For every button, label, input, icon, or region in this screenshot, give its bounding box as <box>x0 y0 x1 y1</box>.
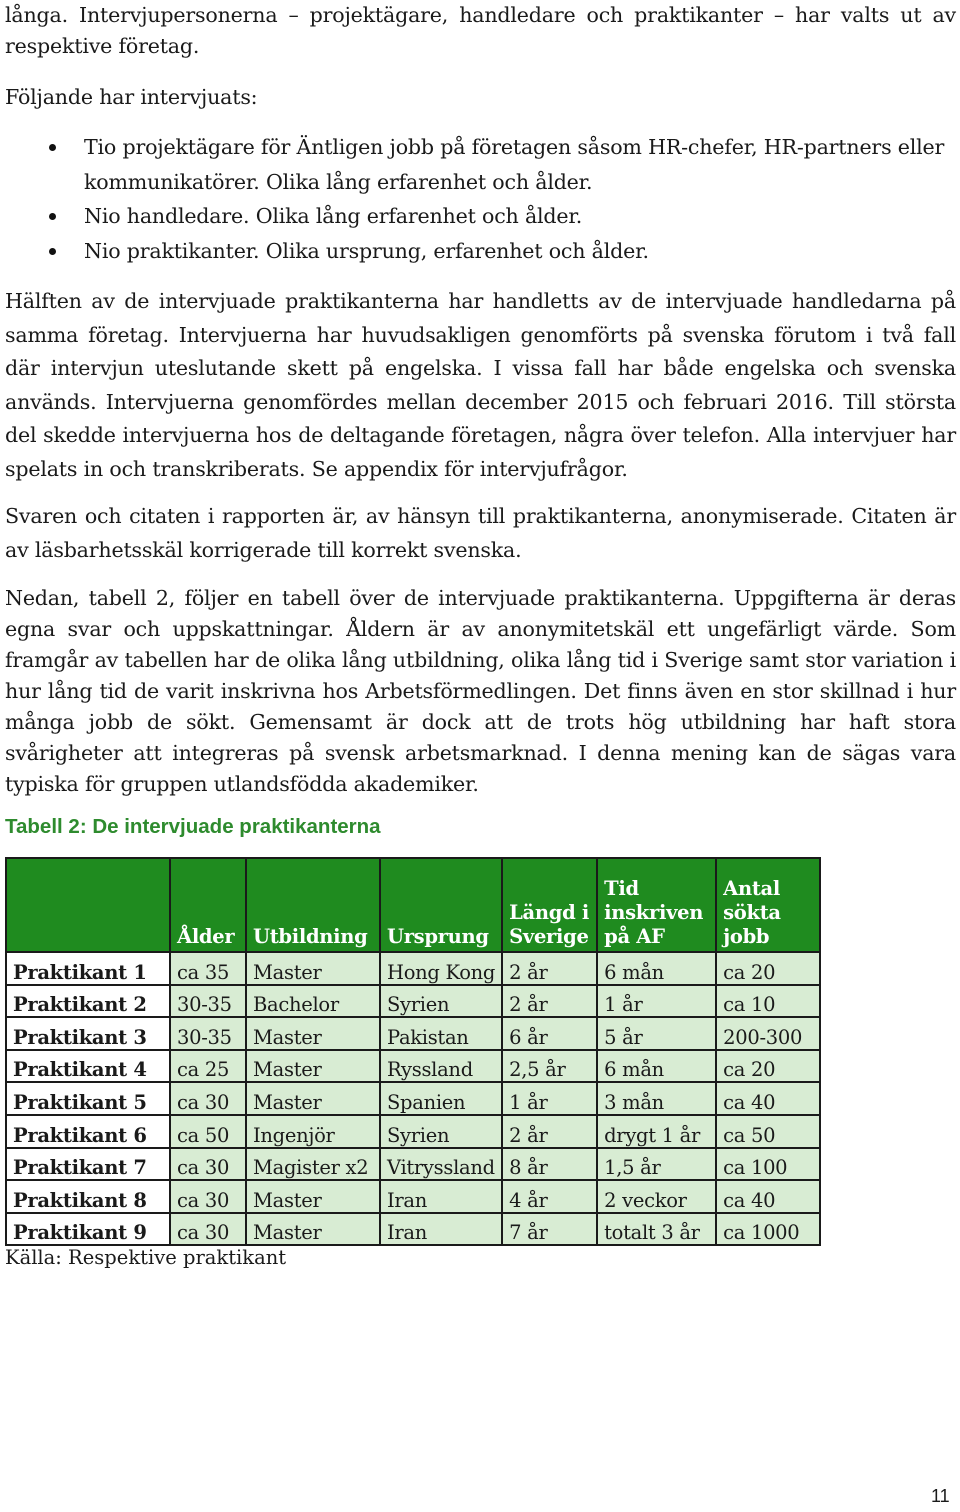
bullet-icon <box>49 144 56 151</box>
table-row-header: Praktikant 4 <box>6 1050 170 1083</box>
table-cell: 6 mån <box>597 952 716 985</box>
table-header-row <box>6 858 820 952</box>
bullet-icon <box>49 248 56 255</box>
table-row-header: Praktikant 1 <box>6 952 170 985</box>
table-cell: Ryssland <box>380 1050 502 1083</box>
paragraph-table-intro: Nedan, tabell 2, följer en tabell över de intervjuade praktikanterna. Uppgifterna är deras egna svar och uppskattningar. Åldern är av anonymitetskäl ett ungefärligt värde. Som framgår av tabellen har de olika lång utbildning, olika lång tid i Sverige samt stor variation i hur lång tid de varit inskrivna hos Arbetsförmedlingen. Det finns även en stor skillnad i hur många jobb de sökt. Gemensamt är dock att de trots hög utbildning har haft stora svårigheter att integreras på svensk arbetsmarknad. I denna mening kan de sägas vara typiska för gruppen utlandsfödda akademiker. <box>5 586 956 796</box>
list-item: Nio handledare. Olika lång erfarenhet och ålder. <box>5 199 956 234</box>
table-cell: 5 år <box>597 1017 716 1050</box>
table-cell: 3 mån <box>597 1082 716 1115</box>
table-row <box>6 1017 820 1050</box>
interns-table <box>5 857 821 1246</box>
table-cell: Master <box>246 1082 380 1115</box>
table-cell: ca 30 <box>170 1213 246 1246</box>
page-number: 11 <box>931 1486 950 1506</box>
table-source: Källa: Respektive praktikant <box>5 1246 287 1269</box>
table-cell: 8 år <box>502 1148 597 1181</box>
table-cell: 6 mån <box>597 1050 716 1083</box>
paragraph-anonymity: Svaren och citaten i rapporten är, av hänsyn till praktikanterna, anonymiserade. Citaten är av läsbarhetsskäl korrigerade till korrekt svenska. <box>5 504 956 562</box>
table-cell: Spanien <box>380 1082 502 1115</box>
paragraph-method: Hälften av de intervjuade praktikanterna har handletts av de intervjuade handledarna på samma företag. Intervjuerna har huvudsakligen genomförts på svenska förutom i två fall där intervjun uteslutande skett på engelska. I vissa fall har både engelska och svenska används. Intervjuerna genomfördes mellan december 2015 och februari 2016. Till största del skedde intervjuerna hos de deltagande företagen, några över telefon. Alla intervjuer har spelats in och transkriberats. Se appendix för intervjufrågor. <box>5 289 956 481</box>
table-cell: ca 50 <box>716 1115 820 1148</box>
table-row <box>6 952 820 985</box>
table-cell: Syrien <box>380 1115 502 1148</box>
table-cell: Vitryssland <box>380 1148 502 1181</box>
table-cell: ca 20 <box>716 952 820 985</box>
table-cell: Master <box>246 952 380 985</box>
table-cell: Ingenjör <box>246 1115 380 1148</box>
table-cell: Iran <box>380 1180 502 1213</box>
table-row <box>6 985 820 1018</box>
table-header-cell: Längd i Sverige <box>502 858 597 952</box>
table-cell: 2 år <box>502 952 597 985</box>
table-cell: 2,5 år <box>502 1050 597 1083</box>
table-cell: 2 veckor <box>597 1180 716 1213</box>
table-cell: Iran <box>380 1213 502 1246</box>
table-row-header: Praktikant 8 <box>6 1180 170 1213</box>
table-cell: Master <box>246 1050 380 1083</box>
table-row-header: Praktikant 7 <box>6 1148 170 1181</box>
table-row <box>6 1115 820 1148</box>
table-header-cell <box>6 858 170 952</box>
table-row-header: Praktikant 2 <box>6 985 170 1018</box>
table-header-cell: Tid inskriven på AF <box>597 858 716 952</box>
table-cell: ca 50 <box>170 1115 246 1148</box>
table-cell: Master <box>246 1213 380 1246</box>
table-cell: Bachelor <box>246 985 380 1018</box>
table-cell: ca 35 <box>170 952 246 985</box>
table-cell: 30-35 <box>170 1017 246 1050</box>
list-item: Tio projektägare för Äntligen jobb på företagen såsom HR-chefer, HR-partners eller kommunikatörer. Olika lång erfarenhet och ålder. <box>5 130 956 199</box>
table-cell: Master <box>246 1180 380 1213</box>
table-cell: 1 år <box>597 985 716 1018</box>
table-cell: ca 30 <box>170 1180 246 1213</box>
table-caption: Tabell 2: De intervjuade praktikanterna <box>5 815 381 838</box>
table-row <box>6 1180 820 1213</box>
table-row-header: Praktikant 6 <box>6 1115 170 1148</box>
table-row-header: Praktikant 5 <box>6 1082 170 1115</box>
paragraph-interviewed: Följande har intervjuats: <box>5 85 258 109</box>
table-cell: Master <box>246 1017 380 1050</box>
table-cell: ca 30 <box>170 1148 246 1181</box>
table-row <box>6 1050 820 1083</box>
table-cell: Hong Kong <box>380 952 502 985</box>
table-header-cell: Ålder <box>170 858 246 952</box>
table-cell: ca 1000 <box>716 1213 820 1246</box>
table-cell: 4 år <box>502 1180 597 1213</box>
table-row-header: Praktikant 3 <box>6 1017 170 1050</box>
table-body <box>6 952 820 1245</box>
table-cell: ca 25 <box>170 1050 246 1083</box>
paragraph-intro: långa. Intervjupersonerna – projektägare, handledare och praktikanter – har valts ut av respektive företag. <box>5 3 956 58</box>
table-cell: ca 40 <box>716 1180 820 1213</box>
table-cell: Pakistan <box>380 1017 502 1050</box>
table-header-cell: Antal sökta jobb <box>716 858 820 952</box>
list-item: Nio praktikanter. Olika ursprung, erfarenhet och ålder. <box>5 234 956 269</box>
table-cell: 2 år <box>502 985 597 1018</box>
table-cell: ca 100 <box>716 1148 820 1181</box>
table-cell: Magister x2 <box>246 1148 380 1181</box>
bullet-icon <box>49 213 56 220</box>
table-row <box>6 1148 820 1181</box>
table-cell: 1 år <box>502 1082 597 1115</box>
table-header-cell: Ursprung <box>380 858 502 952</box>
table-cell: ca 10 <box>716 985 820 1018</box>
table-cell: totalt 3 år <box>597 1213 716 1246</box>
table-row <box>6 1082 820 1115</box>
interviewee-list <box>5 130 956 268</box>
table-header-cell: Utbildning <box>246 858 380 952</box>
table-cell: 6 år <box>502 1017 597 1050</box>
table-cell: 30-35 <box>170 985 246 1018</box>
table-cell: ca 20 <box>716 1050 820 1083</box>
table-cell: drygt 1 år <box>597 1115 716 1148</box>
table-row-header: Praktikant 9 <box>6 1213 170 1246</box>
table-cell: ca 30 <box>170 1082 246 1115</box>
table-cell: 7 år <box>502 1213 597 1246</box>
table-cell: 200-300 <box>716 1017 820 1050</box>
table-cell: Syrien <box>380 985 502 1018</box>
table-cell: 1,5 år <box>597 1148 716 1181</box>
table-row <box>6 1213 820 1246</box>
table-cell: ca 40 <box>716 1082 820 1115</box>
table-cell: 2 år <box>502 1115 597 1148</box>
